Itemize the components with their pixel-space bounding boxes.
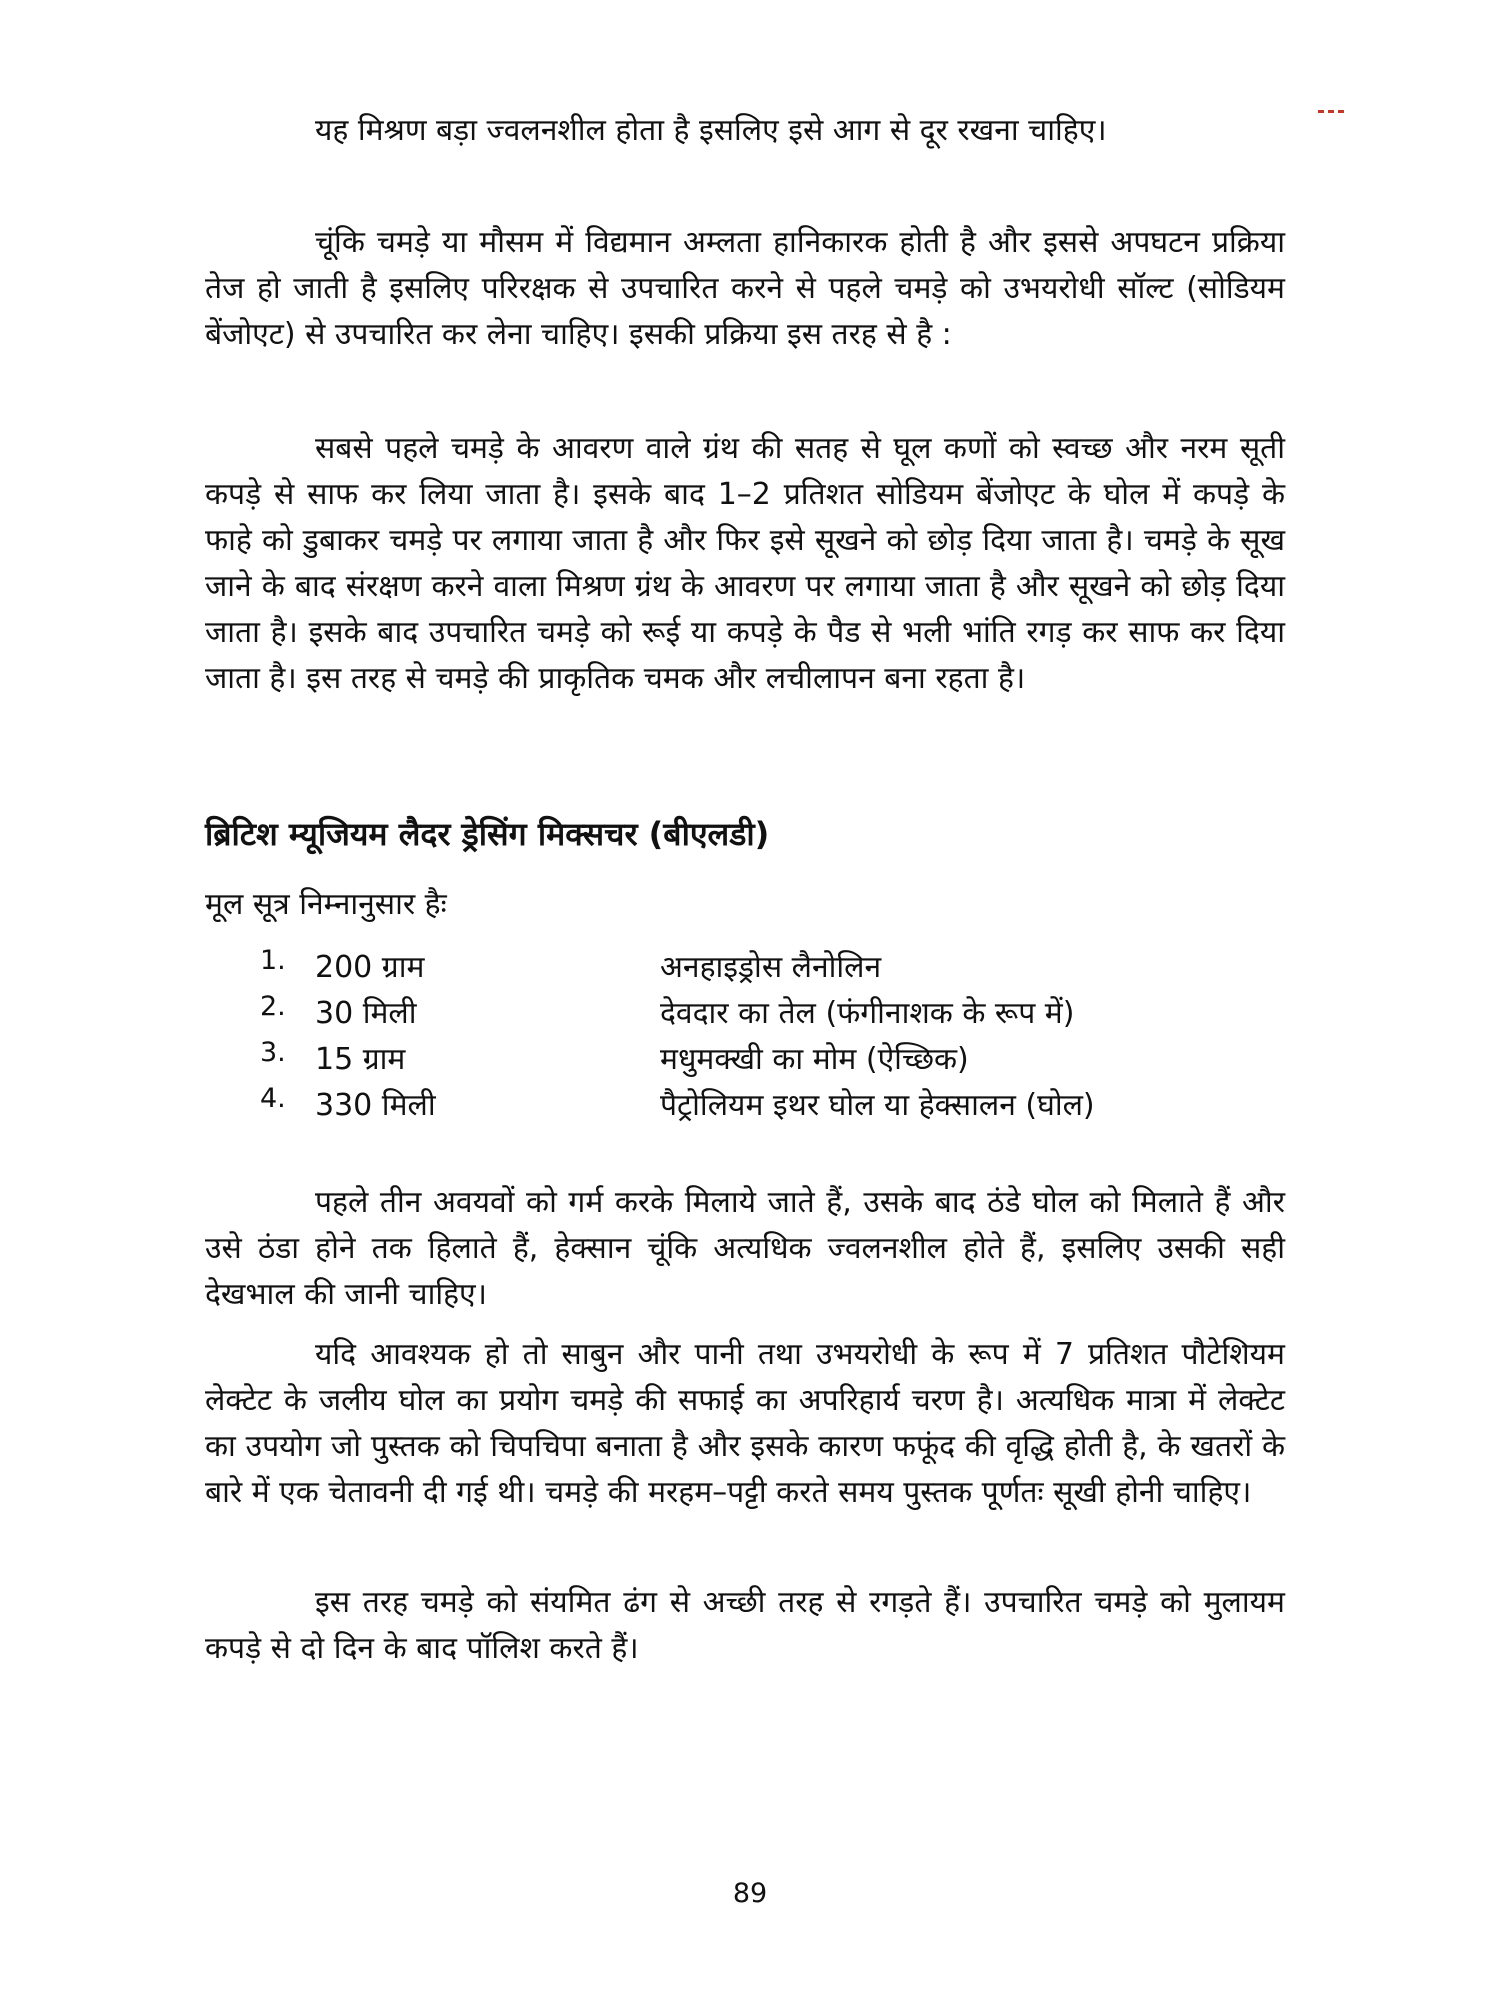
margin-mark: [1318, 110, 1344, 116]
page-number: 89: [732, 1878, 768, 1909]
formula-item: [260, 1083, 1260, 1129]
paragraph-procedure: सबसे पहले चमड़े के आवरण वाले ग्रंथ की सतह से घूल कणों को स्वच्छ और नरम सूती कपड़े से साफ कर लिया जाता है। इसके बाद 1–2 प्रतिशत सोडियम बेंजोएट के घोल में कपड़े के फाहे को डुबाकर चमड़े पर लगाया जाता है और फिर इसे सूखने को छोड़ दिया जाता है। चमड़े के सूख जाने के बाद संरक्षण करने वाला मिश्रण ग्रंथ के आवरण पर लगाया जाता है और सूखने को छोड़ दिया जाता है। इसके बाद उपचारित चमड़े को रूई या कपड़े के पैड से भली भांति रगड़ कर साफ कर दिया जाता है। इस तरह से चमड़े की प्राकृतिक चमक और लचीलापन बना रहता है।: [205, 431, 1285, 696]
formula-item-ingredient: अनहाइड्रोस लैनोलिन: [660, 950, 882, 985]
formula-item: [260, 945, 1260, 991]
formula-item-number: 4.: [260, 1083, 286, 1114]
formula-item: [260, 1037, 1260, 1083]
paragraph-acidity-treatment: चूंकि चमड़े या मौसम में विद्यमान अम्लता हानिकारक होती है और इससे अपघटन प्रक्रिया तेज हो जाती है इसलिए परिरक्षक से उपचारित करने से पहले चमड़े को उभयरोधी सॉल्ट (सोडियम बेंजोएट) से उपचारित कर लेना चाहिए। इसकी प्रक्रिया इस तरह से है :: [205, 225, 1285, 352]
formula-item-number: 2.: [260, 991, 286, 1022]
formula-item-quantity: 30 मिली: [315, 996, 417, 1031]
formula-item-ingredient: पैट्रोलियम इथर घोल या हेक्सालन (घोल): [660, 1088, 1095, 1123]
formula-list: [260, 945, 1260, 1129]
formula-item-ingredient: मधुमक्खी का मोम (ऐच्छिक): [660, 1042, 969, 1077]
section-heading: ब्रिटिश म्यूजियम लैदर ड्रेसिंग मिक्सचर (बीएलडी): [205, 815, 770, 853]
paragraph-cleaning: यदि आवश्यक हो तो साबुन और पानी तथा उभयरोधी के रूप में 7 प्रतिशत पौटेशियम लेक्टेट के जलीय घोल का प्रयोग चमड़े की सफाई का अपरिहार्य चरण है। अत्यधिक मात्रा में लेक्टेट का उपयोग जो पुस्तक को चिपचिपा बनाता है और इसके कारण फफूंद की वृद्धि होती है, के खतरों के बारे में एक चेतावनी दी गई थी। चमड़े की मरहम–पट्टी करते समय पुस्तक पूर्णतः सूखी होनी चाहिए।: [205, 1337, 1285, 1510]
formula-item-ingredient: देवदार का तेल (फंगीनाशक के रूप में): [660, 996, 1075, 1031]
formula-item: [260, 991, 1260, 1037]
formula-item-number: 1.: [260, 945, 286, 976]
formula-item-quantity: 200 ग्राम: [315, 950, 425, 985]
paragraph-flammable-warning: यह मिश्रण बड़ा ज्वलनशील होता है इसलिए इसे आग से दूर रखना चाहिए।: [315, 113, 1107, 148]
formula-item-number: 3.: [260, 1037, 286, 1068]
formula-item-quantity: 330 मिली: [315, 1088, 436, 1123]
paragraph-polishing: इस तरह चमड़े को संयमित ढंग से अच्छी तरह से रगड़ते हैं। उपचारित चमड़े को मुलायम कपड़े से दो दिन के बाद पॉलिश करते हैं।: [205, 1585, 1285, 1666]
formula-intro: मूल सूत्र निम्नानुसार हैः: [205, 887, 447, 922]
paragraph-mixing: पहले तीन अवयवों को गर्म करके मिलाये जाते हैं, उसके बाद ठंडे घोल को मिलाते हैं और उसे ठंडा होने तक हिलाते हैं, हेक्सान चूंकि अत्यधिक ज्वलनशील होते हैं, इसलिए उसकी सही देखभाल की जानी चाहिए।: [205, 1185, 1285, 1312]
formula-item-quantity: 15 ग्राम: [315, 1042, 406, 1077]
